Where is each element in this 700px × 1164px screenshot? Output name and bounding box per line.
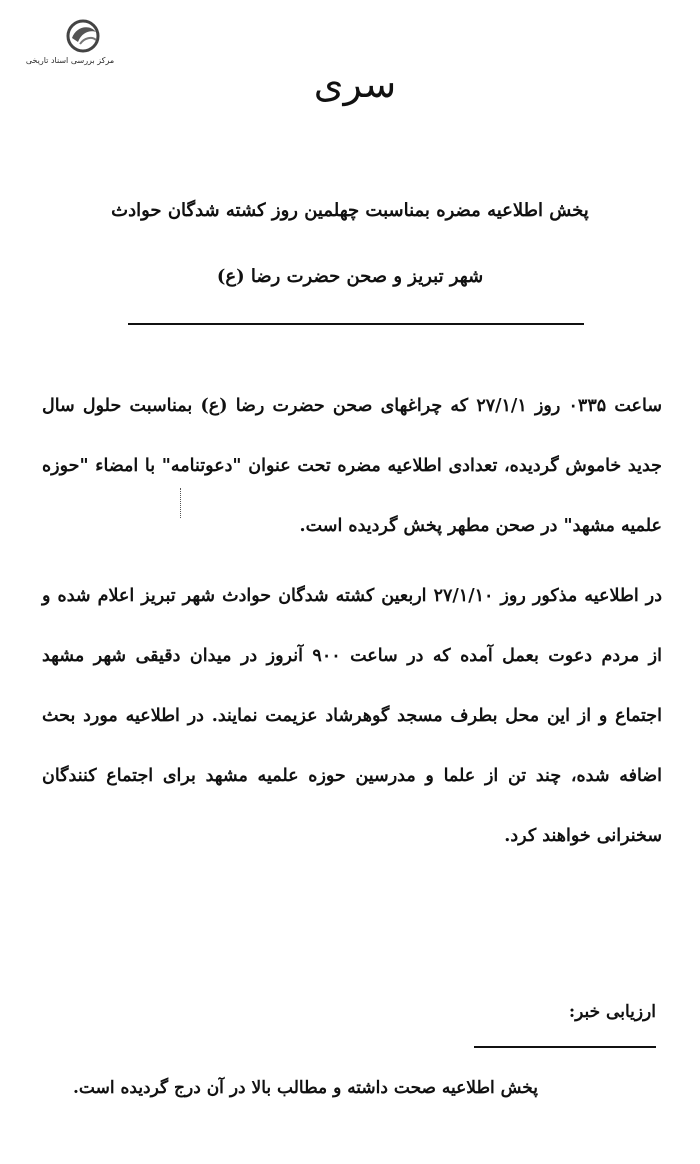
- document-heading-line-1: پخش اطلاعیه مضره بمناسبت چهلمین روز کشته شدگان حوادث: [111, 200, 589, 221]
- appraisal-underline: [474, 1046, 656, 1048]
- classification-mark: سری: [313, 62, 397, 106]
- appraisal-text: پخش اطلاعیه صحت داشته و مطالب بالا در آن درج گردیده است.: [73, 1078, 538, 1098]
- archive-logo-icon: [60, 18, 106, 56]
- document-heading-line-2: شهر تبریز و صحن حضرت رضا (ع): [216, 266, 484, 287]
- body-paragraph-2: در اطلاعیه مذکور روز ۲۷/۱/۱۰ اربعین کشته شدگان حوادث شهر تبریز اعلام شده و از مردم دعوت بعمل آمده که در ساعت ۹۰۰ آنروز در میدان دقیقی شهر مشهد اجتماع و از این محل بطرف مسجد گوهرشاد عزیمت نمایند. در اطلاعیه مورد بحث اضافه شده، چند تن از علما و مدرسین حوزه علمیه مشهد برای اجتماع کنندگان سخنرانی خواهند کرد.: [42, 586, 662, 846]
- scan-mark: [180, 488, 182, 518]
- archive-logo-caption: مرکز بررسی اسناد تاریخی: [25, 56, 115, 65]
- body-paragraph-1: ساعت ۰۳۳۵ روز ۲۷/۱/۱ که چراغهای صحن حضرت رضا (ع) بمناسبت حلول سال جدید خاموش گردیده، تعدادی اطلاعیه مضره تحت عنوان "دعوتنامه" با امضاء "حوزه علمیه مشهد" در صحن مطهر پخش گردیده است.: [42, 396, 662, 536]
- heading-divider: [128, 323, 584, 325]
- appraisal-label: ارزیابی خبر:: [568, 1002, 656, 1022]
- archive-logo: [18, 18, 122, 68]
